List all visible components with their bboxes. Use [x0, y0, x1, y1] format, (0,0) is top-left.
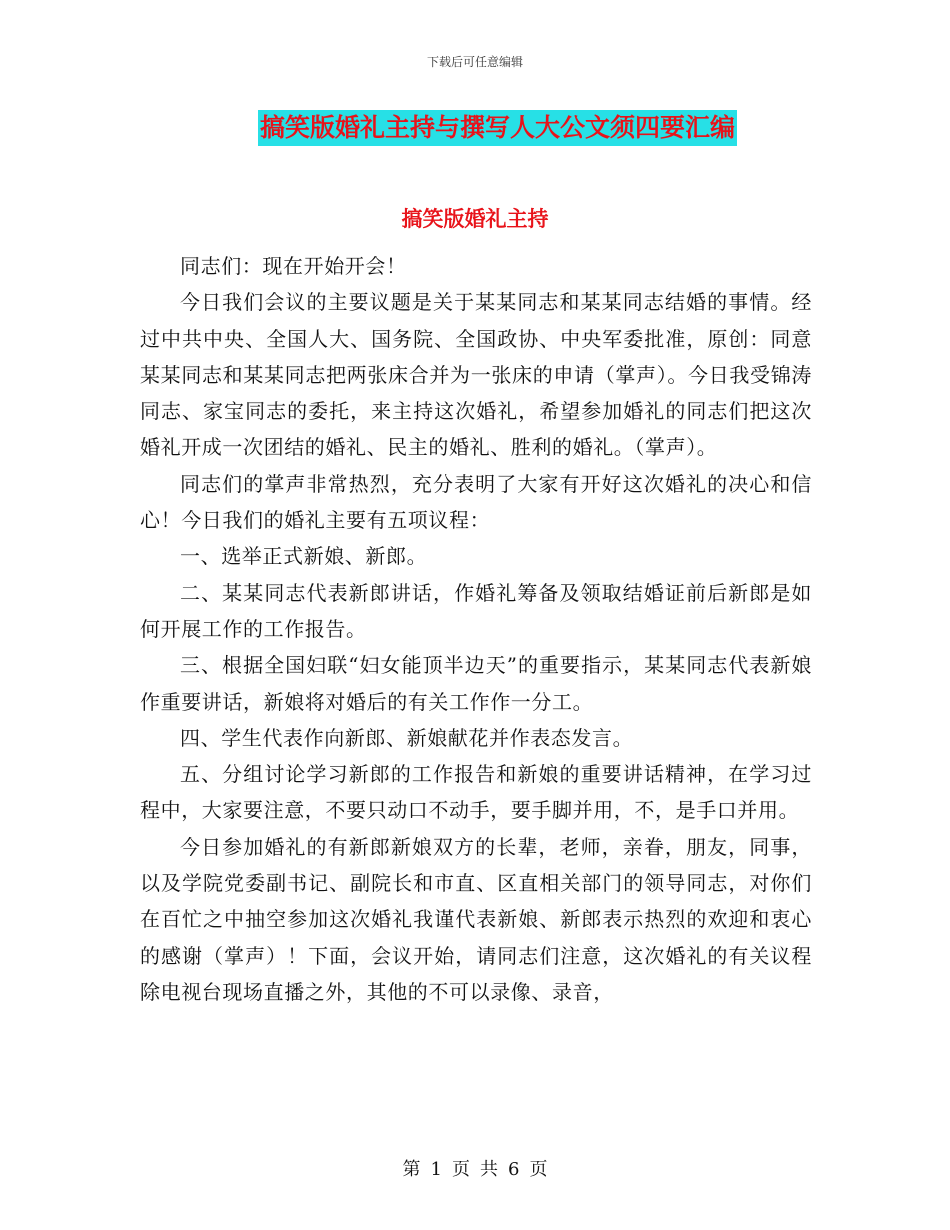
document-title: 搞笑版婚礼主持与撰写人大公文须四要汇编 [258, 110, 737, 146]
paragraph: 同志们：现在开始开会！ [180, 254, 407, 278]
footer-page-number: 1 [430, 1159, 442, 1180]
footer-page-suffix: 页 [529, 1159, 548, 1180]
footer-total-pages: 6 [508, 1159, 520, 1180]
paragraph: 一、选举正式新娘、新郎。 [180, 544, 428, 569]
footer-page-mid: 页 [452, 1159, 470, 1180]
paragraph: 三、根据全国妇联“妇女能顶半边天”的重要指示，某某同志代表新娘作重要讲话，新娘将对婚后的有关工作作一分工。 [140, 653, 812, 714]
section-title: 搞笑版婚礼主持 [401, 206, 549, 231]
paragraph: 今日参加婚礼的有新郎新娘双方的长辈，老师，亲眷，朋友，同事，以及学院党委副书记、副院长和市直、区直相关部门的领导同志，对你们在百忙之中抽空参加这次婚礼我谨代表新娘、新郎表示热烈的欢迎和衷心的感谢（掌声）！下面，会议开始，请同志们注意，这次婚礼的有关议程除电视台现场直播之外，其他的不可以录像、录音， [140, 834, 812, 1004]
footer-total-prefix: 共 [480, 1159, 498, 1180]
paragraph: 四、学生代表作向新郎、新娘献花并作表态发言。 [180, 725, 634, 750]
header-note: 下载后可任意编辑 [426, 55, 523, 69]
main-title-container [0, 110, 950, 146]
paragraph: 五、分组讨论学习新郎的工作报告和新娘的重要讲话精神，在学习过程中，大家要注意，不要只动口不动手，要手脚并用，不，是手口并用。 [140, 762, 812, 823]
page-footer [0, 1155, 950, 1181]
paragraph: 今日我们会议的主要议题是关于某某同志和某某同志结婚的事情。经过中共中央、全国人大、国务院、全国政协、中央军委批准，原创：同意某某同志和某某同志把两张床合并为一张床的申请（掌声）。今日我受锦涛同志、家宝同志的委托，来主持这次婚礼，希望参加婚礼的同志们把这次婚礼开成一次团结的婚礼、民主的婚礼、胜利的婚礼。（掌声）。 [140, 290, 812, 460]
footer-page-prefix: 第 [402, 1159, 421, 1180]
document-body [140, 248, 812, 1010]
paragraph: 同志们的掌声非常热烈，充分表明了大家有开好这次婚礼的决心和信心！今日我们的婚礼主要有五项议程： [140, 471, 812, 533]
paragraph: 二、某某同志代表新郎讲话，作婚礼筹备及领取结婚证前后新郎是如何开展工作的工作报告。 [140, 580, 812, 641]
